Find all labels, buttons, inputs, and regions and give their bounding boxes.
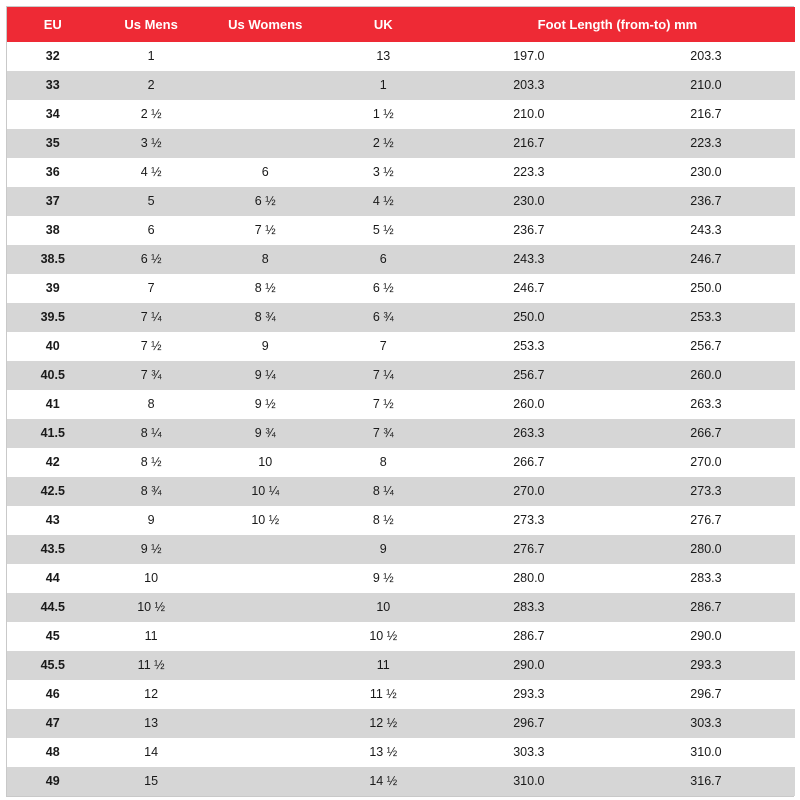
cell-us-womens [204,564,326,593]
cell-foot-length-to: 216.7 [617,100,794,129]
cell-uk: 10 [326,593,440,622]
cell-foot-length-from: 270.0 [440,477,617,506]
cell-us-womens [204,680,326,709]
table-row [8,42,795,71]
cell-us-mens: 7 ¼ [98,303,204,332]
cell-uk: 7 ¾ [326,419,440,448]
cell-us-mens: 14 [98,738,204,767]
cell-foot-length-from: 210.0 [440,100,617,129]
cell-foot-length-to: 273.3 [617,477,794,506]
cell-foot-length-from: 203.3 [440,71,617,100]
table-row [8,390,795,419]
cell-eu: 45 [8,622,99,651]
cell-uk: 8 ½ [326,506,440,535]
cell-us-womens [204,622,326,651]
cell-us-mens: 7 [98,274,204,303]
cell-us-womens: 8 ¾ [204,303,326,332]
cell-us-womens: 9 [204,332,326,361]
cell-us-mens: 8 [98,390,204,419]
cell-foot-length-to: 236.7 [617,187,794,216]
cell-foot-length-to: 246.7 [617,245,794,274]
cell-eu: 43 [8,506,99,535]
cell-foot-length-from: 266.7 [440,448,617,477]
cell-foot-length-to: 263.3 [617,390,794,419]
cell-us-mens: 3 ½ [98,129,204,158]
cell-us-mens: 2 [98,71,204,100]
cell-uk: 7 [326,332,440,361]
cell-uk: 1 ½ [326,100,440,129]
cell-uk: 3 ½ [326,158,440,187]
cell-foot-length-to: 283.3 [617,564,794,593]
cell-uk: 4 ½ [326,187,440,216]
cell-uk: 14 ½ [326,767,440,796]
cell-foot-length-to: 286.7 [617,593,794,622]
cell-us-mens: 6 [98,216,204,245]
cell-us-womens: 10 ½ [204,506,326,535]
cell-foot-length-to: 253.3 [617,303,794,332]
cell-us-mens: 13 [98,709,204,738]
cell-eu: 35 [8,129,99,158]
cell-foot-length-to: 230.0 [617,158,794,187]
cell-eu: 43.5 [8,535,99,564]
table-row [8,187,795,216]
cell-us-mens: 2 ½ [98,100,204,129]
cell-foot-length-from: 293.3 [440,680,617,709]
cell-eu: 47 [8,709,99,738]
cell-foot-length-from: 303.3 [440,738,617,767]
cell-foot-length-from: 236.7 [440,216,617,245]
table-row [8,216,795,245]
table-row [8,651,795,680]
cell-uk: 9 ½ [326,564,440,593]
cell-uk: 13 ½ [326,738,440,767]
cell-foot-length-from: 283.3 [440,593,617,622]
table-row [8,709,795,738]
table-row [8,448,795,477]
cell-uk: 11 [326,651,440,680]
cell-foot-length-to: 243.3 [617,216,794,245]
cell-uk: 1 [326,71,440,100]
cell-us-mens: 10 ½ [98,593,204,622]
cell-us-mens: 11 [98,622,204,651]
cell-foot-length-from: 246.7 [440,274,617,303]
cell-uk: 10 ½ [326,622,440,651]
cell-foot-length-from: 260.0 [440,390,617,419]
cell-eu: 42.5 [8,477,99,506]
cell-us-womens: 8 [204,245,326,274]
cell-us-mens: 7 ½ [98,332,204,361]
table-row [8,477,795,506]
cell-us-womens: 6 ½ [204,187,326,216]
cell-us-mens: 6 ½ [98,245,204,274]
cell-us-mens: 15 [98,767,204,796]
cell-foot-length-to: 266.7 [617,419,794,448]
cell-foot-length-to: 256.7 [617,332,794,361]
table-row [8,361,795,390]
cell-eu: 41 [8,390,99,419]
cell-us-mens: 4 ½ [98,158,204,187]
cell-foot-length-from: 243.3 [440,245,617,274]
cell-eu: 39 [8,274,99,303]
cell-foot-length-to: 250.0 [617,274,794,303]
cell-eu: 39.5 [8,303,99,332]
cell-eu: 46 [8,680,99,709]
cell-eu: 33 [8,71,99,100]
cell-us-womens: 10 ¼ [204,477,326,506]
cell-foot-length-to: 210.0 [617,71,794,100]
cell-foot-length-to: 290.0 [617,622,794,651]
cell-uk: 6 ¾ [326,303,440,332]
size-conversion-table [7,7,795,796]
table-row [8,158,795,187]
cell-uk: 11 ½ [326,680,440,709]
cell-us-womens [204,42,326,71]
cell-uk: 7 ½ [326,390,440,419]
table-row [8,419,795,448]
cell-foot-length-to: 260.0 [617,361,794,390]
cell-foot-length-to: 280.0 [617,535,794,564]
cell-eu: 48 [8,738,99,767]
cell-foot-length-from: 290.0 [440,651,617,680]
cell-us-womens: 9 ¼ [204,361,326,390]
cell-us-mens: 7 ¾ [98,361,204,390]
cell-eu: 36 [8,158,99,187]
cell-us-womens [204,651,326,680]
table-body [8,42,795,796]
cell-uk: 12 ½ [326,709,440,738]
cell-foot-length-from: 310.0 [440,767,617,796]
cell-us-womens [204,738,326,767]
cell-foot-length-from: 276.7 [440,535,617,564]
cell-eu: 40 [8,332,99,361]
cell-us-womens [204,100,326,129]
cell-us-womens [204,71,326,100]
cell-eu: 34 [8,100,99,129]
cell-eu: 41.5 [8,419,99,448]
table-row [8,593,795,622]
table-row [8,535,795,564]
cell-foot-length-from: 250.0 [440,303,617,332]
table-row [8,100,795,129]
cell-us-womens: 8 ½ [204,274,326,303]
cell-foot-length-from: 263.3 [440,419,617,448]
cell-eu: 37 [8,187,99,216]
column-header-us-mens: Us Mens [98,8,204,42]
cell-foot-length-to: 303.3 [617,709,794,738]
cell-foot-length-from: 280.0 [440,564,617,593]
cell-us-mens: 10 [98,564,204,593]
cell-us-mens: 1 [98,42,204,71]
table-row [8,332,795,361]
cell-uk: 7 ¼ [326,361,440,390]
cell-foot-length-to: 296.7 [617,680,794,709]
cell-eu: 38 [8,216,99,245]
column-header-eu: EU [8,8,99,42]
cell-foot-length-to: 316.7 [617,767,794,796]
cell-eu: 45.5 [8,651,99,680]
table-row [8,303,795,332]
table-row [8,564,795,593]
cell-foot-length-from: 253.3 [440,332,617,361]
cell-uk: 6 ½ [326,274,440,303]
table-row [8,129,795,158]
cell-us-womens [204,535,326,564]
cell-eu: 38.5 [8,245,99,274]
cell-us-womens: 6 [204,158,326,187]
cell-uk: 9 [326,535,440,564]
cell-foot-length-to: 270.0 [617,448,794,477]
cell-foot-length-from: 216.7 [440,129,617,158]
cell-uk: 8 [326,448,440,477]
cell-foot-length-from: 256.7 [440,361,617,390]
table-row [8,767,795,796]
cell-eu: 40.5 [8,361,99,390]
table-row [8,506,795,535]
cell-us-mens: 9 [98,506,204,535]
cell-foot-length-to: 223.3 [617,129,794,158]
cell-foot-length-from: 296.7 [440,709,617,738]
cell-eu: 49 [8,767,99,796]
cell-uk: 2 ½ [326,129,440,158]
cell-uk: 5 ½ [326,216,440,245]
cell-us-mens: 8 ½ [98,448,204,477]
cell-us-mens: 8 ¼ [98,419,204,448]
cell-us-womens [204,709,326,738]
cell-eu: 42 [8,448,99,477]
cell-us-mens: 11 ½ [98,651,204,680]
table-header-row [8,8,795,42]
cell-uk: 8 ¼ [326,477,440,506]
cell-foot-length-from: 230.0 [440,187,617,216]
cell-us-mens: 5 [98,187,204,216]
cell-foot-length-from: 273.3 [440,506,617,535]
cell-uk: 13 [326,42,440,71]
size-chart-frame [6,6,794,797]
table-row [8,274,795,303]
cell-us-womens [204,129,326,158]
cell-foot-length-to: 276.7 [617,506,794,535]
cell-uk: 6 [326,245,440,274]
cell-us-womens: 9 ¾ [204,419,326,448]
cell-us-mens: 9 ½ [98,535,204,564]
column-header-foot-length: Foot Length (from-to) mm [440,8,794,42]
cell-eu: 32 [8,42,99,71]
cell-eu: 44.5 [8,593,99,622]
cell-eu: 44 [8,564,99,593]
table-row [8,738,795,767]
cell-foot-length-to: 310.0 [617,738,794,767]
table-row [8,245,795,274]
cell-foot-length-to: 203.3 [617,42,794,71]
cell-us-womens: 9 ½ [204,390,326,419]
table-header [8,8,795,42]
cell-foot-length-from: 223.3 [440,158,617,187]
cell-us-mens: 8 ¾ [98,477,204,506]
cell-us-mens: 12 [98,680,204,709]
table-row [8,71,795,100]
cell-us-womens: 10 [204,448,326,477]
cell-us-womens: 7 ½ [204,216,326,245]
cell-foot-length-to: 293.3 [617,651,794,680]
column-header-uk: UK [326,8,440,42]
table-row [8,680,795,709]
cell-foot-length-from: 286.7 [440,622,617,651]
cell-us-womens [204,767,326,796]
column-header-us-womens: Us Womens [204,8,326,42]
table-row [8,622,795,651]
cell-us-womens [204,593,326,622]
cell-foot-length-from: 197.0 [440,42,617,71]
